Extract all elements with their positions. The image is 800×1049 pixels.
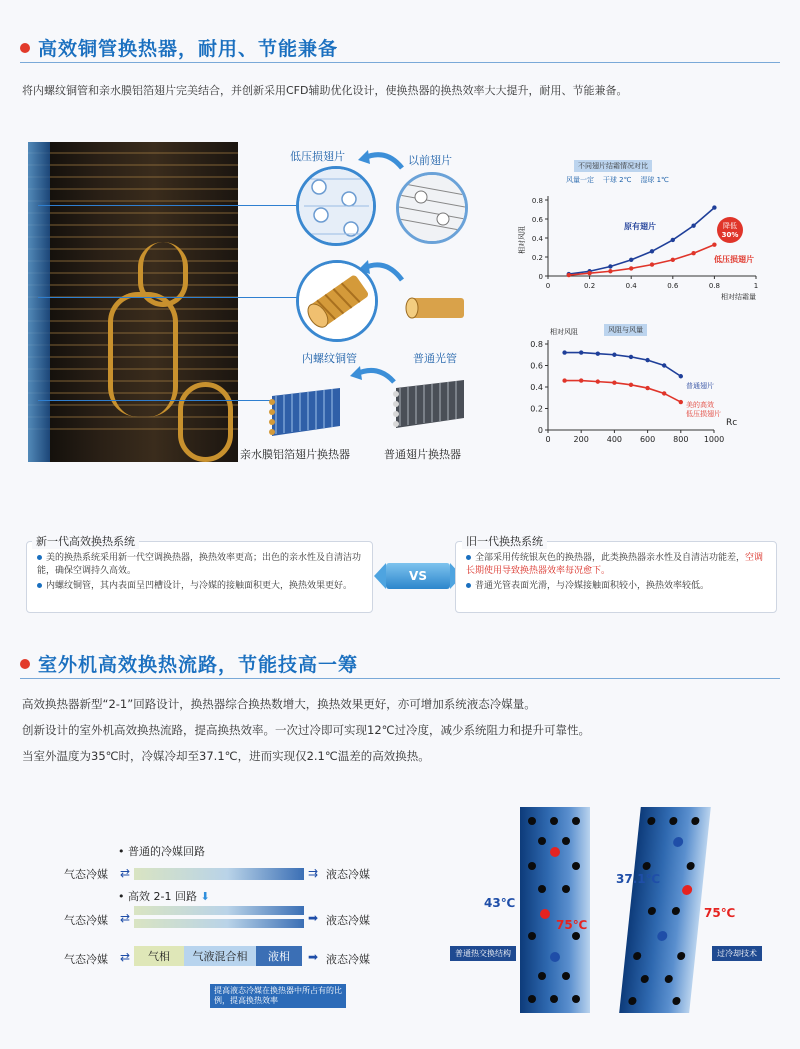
low-pressure-fin-circle — [296, 166, 376, 246]
section2-line-1: 高效换热器新型“2-1”回路设计，换热器综合换热数增大，换热效果更好，亦可增加系统液态冷媒量。 — [22, 697, 536, 711]
flow-note: 提高液态冷媒在换热器中所占有的比例，提高换热效率 — [210, 984, 346, 1008]
section2-line-3: 当室外温度为35℃时，冷媒冷却至37.1℃，进而实现仅2.1℃温差的高效换热。 — [22, 749, 430, 763]
down-arrow-icon: ⬇ — [200, 890, 210, 903]
right-structure-tag: 过冷却技术 — [712, 946, 762, 961]
x-tick-label: 1 — [753, 282, 759, 290]
right-inner-temp: 75℃ — [704, 906, 736, 920]
data-point — [629, 258, 633, 262]
reduction-badge-icon — [717, 217, 743, 243]
chart1-plot — [514, 184, 774, 310]
section2-divider — [20, 678, 780, 679]
reduction-badge-text: 降低 — [723, 222, 737, 230]
normal-hx-icon — [388, 378, 470, 432]
x-tick-label: 0.4 — [625, 282, 637, 290]
data-point — [650, 262, 654, 266]
data-point — [579, 378, 583, 382]
chart2-plot — [514, 320, 774, 450]
gas-refrigerant-label: 气态冷媒 — [64, 914, 108, 927]
new-item-1-text: 美的换热系统采用新一代空调换热器，换热效率更高；出色的亲水性及自清洁功能，确保空调持久高效。 — [37, 553, 362, 576]
old-item-1-highlight: 空调长期使用导致换热器效率每况愈下。 — [466, 553, 764, 576]
data-point — [671, 238, 675, 242]
x-tick-label: 0 — [545, 435, 551, 444]
data-point — [650, 249, 654, 253]
normal-circuit-label: • 普通的冷媒回路 — [118, 845, 205, 858]
y-tick-label: 0.2 — [530, 404, 543, 414]
old-item-1-text: 全部采用传统银灰色的换热器，此类换热器亲水性及自清洁功能差， — [475, 553, 746, 563]
mixed-phase-segment: 气液混合相 — [184, 946, 256, 966]
old-system-title: 旧一代换热系统 — [462, 533, 547, 549]
y-axis-label: 相对风阻 — [550, 328, 578, 336]
data-point — [587, 271, 591, 275]
x-tick-label: 400 — [606, 435, 623, 444]
y-axis-label: 相对风阻 — [518, 226, 526, 254]
bullet-icon — [466, 555, 471, 560]
chart-frost-comparison — [514, 160, 774, 310]
left-outer-temp: 43℃ — [484, 896, 516, 910]
liquid-refrigerant-label: 液态冷媒 — [326, 868, 370, 881]
pointer-line — [38, 400, 278, 401]
vs-badge: VS — [386, 563, 450, 589]
new-system-title: 新一代高效换热系统 — [32, 533, 139, 549]
data-point — [679, 400, 683, 404]
flow-in-arrow-icon: ⇄ — [120, 950, 131, 964]
low-pressure-fin-icon — [299, 169, 373, 243]
normal-hx-label: 普通翅片换热器 — [384, 448, 461, 461]
x-axis-label: 相对结霜量 — [721, 293, 756, 301]
series-label: 原有翅片 — [624, 222, 656, 231]
left-inner-temp: 75℃ — [556, 918, 588, 932]
y-tick-label: 0.4 — [530, 383, 543, 392]
data-point — [691, 223, 695, 227]
flow-out-arrow-icon: ➡ — [308, 950, 319, 964]
data-point — [645, 358, 649, 362]
x-tick-label: 200 — [573, 435, 589, 444]
series-label: 低压损翅片 — [686, 410, 721, 418]
bullet-icon — [37, 583, 42, 588]
old-item-2-text: 普通光管表面光滑，与冷媒接触面积较小，换热效率较低。 — [475, 581, 710, 591]
chart2-title: 风阻与风量 — [604, 324, 647, 336]
y-tick-label: 0.8 — [530, 340, 543, 349]
gas-refrigerant-label: 气态冷媒 — [64, 868, 108, 881]
y-tick-label: 0 — [537, 426, 543, 435]
section-bullet-icon — [20, 43, 30, 53]
condition-dry-bulb: 干球 2℃ — [602, 176, 632, 184]
section2-title: 室外机高效换热流路，节能技高一筹 — [38, 654, 359, 676]
normal-hx-structure — [520, 807, 590, 1013]
efficient-circuit-label: • 高效 2-1 回路 ⬇ — [118, 890, 210, 903]
normal-circuit-tube — [134, 868, 304, 880]
condition-wet-bulb: 湿球 1℃ — [640, 176, 669, 184]
old-fin-label: 以前翅片 — [408, 154, 452, 167]
chart-airflow-resistance — [514, 320, 774, 450]
inner-groove-tube-circle — [296, 260, 378, 342]
liquid-refrigerant-label: 液态冷媒 — [326, 953, 370, 966]
hydrophilic-hx-label: 亲水膜铝箔翅片换热器 — [240, 448, 350, 461]
y-tick-label: 0.8 — [531, 197, 543, 205]
inner-groove-tube-label: 内螺纹铜管 — [302, 352, 357, 365]
liquid-refrigerant-label: 液态冷媒 — [326, 914, 370, 927]
x-tick-label: 0.2 — [584, 282, 596, 290]
data-point — [671, 258, 675, 262]
section1-intro: 将内螺纹铜管和亲水膜铝箔翅片完美结合，并创新采用CFD辅助优化设计，使换热器的换热效率大大提升，耐用、节能兼备。 — [22, 84, 628, 97]
old-item-2 — [466, 580, 771, 593]
arrow-icon — [356, 146, 406, 172]
data-point — [645, 386, 649, 390]
old-system-box — [455, 541, 777, 613]
data-point — [712, 242, 716, 246]
flow-out-arrow-icon: ➡ — [308, 911, 319, 925]
y-tick-label: 0.6 — [531, 216, 543, 224]
series-label: 美的高效 — [686, 401, 714, 409]
efficient-circuit-tube — [134, 906, 304, 928]
new-item-1 — [37, 552, 362, 578]
old-item-1 — [466, 552, 771, 578]
data-point — [608, 269, 612, 273]
data-point — [596, 379, 600, 383]
data-point — [679, 374, 683, 378]
subcooling-hx-structure — [619, 807, 711, 1013]
section2-line-2: 创新设计的室外机高效换热流路，提高换热效率。一次过冷即可实现12℃过冷度，减少系统阻力和提升可靠性。 — [22, 723, 591, 737]
bullet-icon — [466, 583, 471, 588]
old-fin-circle — [396, 172, 468, 244]
data-point — [712, 205, 716, 209]
series-line — [569, 208, 715, 275]
data-point — [612, 353, 616, 357]
low-pressure-fin-label: 低压损翅片 — [290, 150, 345, 163]
condition-airflow: 风量一定 — [566, 176, 594, 184]
x-tick-label: 1000 — [703, 435, 725, 444]
efficient-circuit-text: 高效 2-1 回路 — [128, 890, 197, 903]
flow-out-arrow-icon: ⇉ — [308, 866, 319, 880]
data-point — [562, 378, 566, 382]
data-point — [629, 266, 633, 270]
gas-refrigerant-label: 气态冷媒 — [64, 953, 108, 966]
data-point — [612, 381, 616, 385]
pointer-line — [38, 205, 303, 206]
plain-tube-label: 普通光管 — [413, 352, 457, 365]
heat-exchanger-photo — [28, 142, 238, 462]
flow-in-arrow-icon: ⇄ — [120, 911, 131, 925]
reduction-badge-value: 30% — [721, 231, 739, 239]
copper-tube-icon — [299, 263, 375, 339]
y-tick-label: 0 — [538, 273, 543, 281]
y-tick-label: 0.6 — [530, 361, 543, 371]
data-point — [567, 273, 571, 277]
data-point — [662, 363, 666, 367]
new-item-2 — [37, 580, 362, 593]
y-tick-label: 0.2 — [531, 254, 543, 262]
section1-divider — [20, 62, 780, 63]
x-tick-label: 0.6 — [667, 282, 679, 290]
y-tick-label: 0.4 — [531, 235, 543, 243]
series-label: 低压损翅片 — [714, 255, 754, 264]
data-point — [629, 383, 633, 387]
vs-left-arrow-icon — [374, 563, 386, 589]
series-line — [565, 381, 681, 403]
series-label: 普通翅片 — [686, 382, 714, 390]
bullet-icon — [37, 555, 42, 560]
section1-title: 高效铜管换热器，耐用、节能兼备 — [38, 38, 339, 60]
data-point — [691, 251, 695, 255]
gas-phase-segment: 气相 — [134, 946, 184, 966]
data-point — [562, 350, 566, 354]
x-tick-label: 600 — [639, 435, 656, 444]
x-axis-label: Rc — [726, 418, 738, 428]
plain-tube-icon — [404, 290, 466, 326]
hydrophilic-hx-icon — [264, 386, 346, 440]
new-item-2-text: 内螺纹铜管，其内表面呈凹槽设计，与冷媒的接触面积更大，换热效果更好。 — [46, 581, 353, 591]
new-system-box — [26, 541, 373, 613]
right-outer-temp: 37.1℃ — [616, 872, 661, 886]
x-tick-label: 0 — [545, 282, 551, 290]
normal-circuit-text: 普通的冷媒回路 — [128, 845, 205, 858]
section-bullet-icon — [20, 659, 30, 669]
x-tick-label: 800 — [673, 435, 689, 444]
data-point — [629, 355, 633, 359]
liquid-phase-segment: 液相 — [256, 946, 302, 966]
data-point — [662, 391, 666, 395]
x-tick-label: 0.8 — [708, 282, 720, 290]
data-point — [608, 264, 612, 268]
left-structure-tag: 普通热交换结构 — [450, 946, 516, 961]
old-fin-icon — [399, 175, 465, 241]
chart1-title: 不同翅片结霜情况对比 — [574, 160, 652, 172]
data-point — [596, 351, 600, 355]
pointer-line — [38, 297, 298, 298]
data-point — [579, 350, 583, 354]
flow-in-arrow-icon: ⇄ — [120, 866, 131, 880]
